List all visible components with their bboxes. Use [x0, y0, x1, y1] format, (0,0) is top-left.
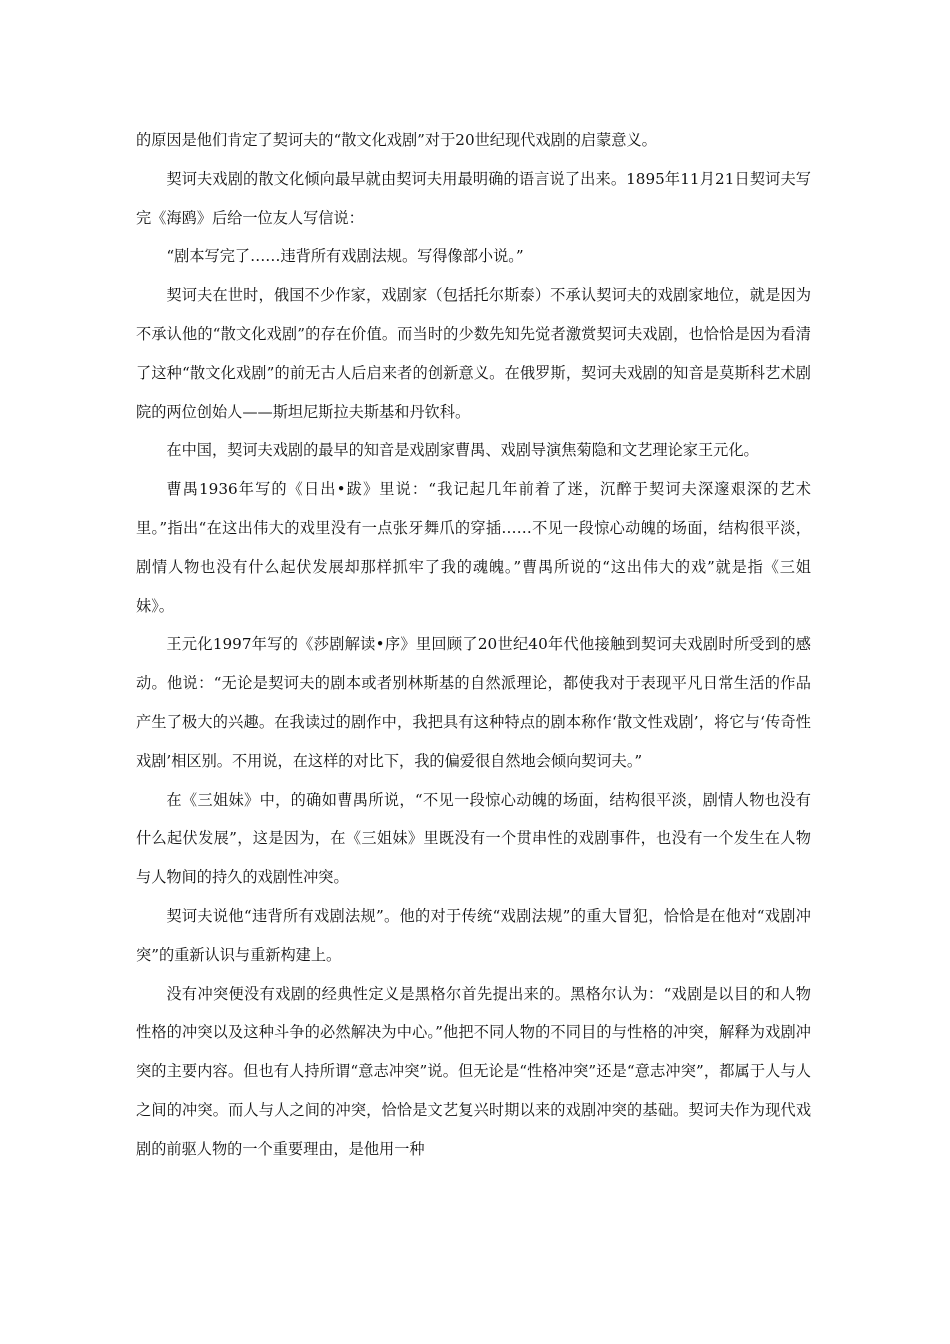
- paragraph-three-sisters: 在《三姐妹》中，的确如曹禺所说，“不见一段惊心动魄的场面，结构很平淡，剧情人物也没有什么起伏发展”，这是因为，在《三姐妹》里既没有一个贯串性的戏剧事件，也没有一个发生在人物与人物间的持久的戏剧性冲突。: [136, 790, 811, 887]
- paragraph-drama-rules: 契诃夫说他“违背所有戏剧法规”。他的对于传统“戏剧法规”的重大冒犯，恰恰是在他对“戏剧冲突”的重新认识与重新构建上。: [136, 906, 811, 964]
- paragraph-chinese-admirers: 在中国，契诃夫戏剧的最早的知音是戏剧家曹禺、戏剧导演焦菊隐和文艺理论家王元化。: [166, 441, 759, 460]
- paragraph-wang-yuanhua: 王元化1997年写的《莎剧解读•序》里回顾了20世纪40年代他接触到契诃夫戏剧时所受到的感动。他说：“无论是契诃夫的剧本或者别林斯基的自然派理论，都使我对于表现平凡日常生活的作品产生了极大的兴趣。在我读过的剧作中，我把具有这种特点的剧本称作‘散文性戏剧’，将它与‘传奇性戏剧’相区别。不用说，在这样的对比下，我的偏爱很自然地会倾向契诃夫。”: [136, 635, 811, 770]
- paragraph-cao-yu: 曹禺1936年写的《日出•跋》里说：“我记起几年前着了迷，沉醉于契诃夫深邃艰深的艺术里。”指出“在这出伟大的戏里没有一点张牙舞爪的穿插……不见一段惊心动魄的场面，结构很平淡，剧情人物也没有什么起伏发展却那样抓牢了我的魂魄。”曹禺所说的“这出伟大的戏”就是指《三姐妹》。: [136, 480, 811, 615]
- paragraph-chekhov-tendency: 契诃夫戏剧的散文化倾向最早就由契诃夫用最明确的语言说了出来。1895年11月21日契诃夫写完《海鸥》后给一位友人写信说：: [136, 169, 811, 227]
- paragraph-continuation: 的原因是他们肯定了契诃夫的“散文化戏剧”对于20世纪现代戏剧的启蒙意义。: [136, 131, 657, 149]
- paragraph-russian-reception: 契诃夫在世时，俄国不少作家，戏剧家（包括托尔斯泰）不承认契诃夫的戏剧家地位，就是因为不承认他的“散文化戏剧”的存在价值。而当时的少数先知先觉者激赏契诃夫戏剧，也恰恰是因为看清了这种“散文化戏剧”的前无古人后启来者的创新意义。在俄罗斯，契诃夫戏剧的知音是莫斯科艺术剧院的两位创始人——斯坦尼斯拉夫斯基和丹钦科。: [136, 286, 811, 421]
- quote-chekhov-letter: “剧本写完了……违背所有戏剧法规。写得像部小说。”: [166, 247, 524, 266]
- body-text: [136, 121, 811, 1169]
- paragraph-hegel-conflict: 没有冲突便没有戏剧的经典性定义是黑格尔首先提出来的。黑格尔认为：“戏剧是以目的和人物性格的冲突以及这种斗争的必然解决为中心。”他把不同人物的不同目的与性格的冲突，解释为戏剧冲突的主要内容。但也有人持所谓“意志冲突”说。但无论是“性格冲突”还是“意志冲突”，都属于人与人之间的冲突。而人与人之间的冲突，恰恰是文艺复兴时期以来的戏剧冲突的基础。契诃夫作为现代戏剧的前驱人物的一个重要理由，是他用一种: [136, 984, 811, 1158]
